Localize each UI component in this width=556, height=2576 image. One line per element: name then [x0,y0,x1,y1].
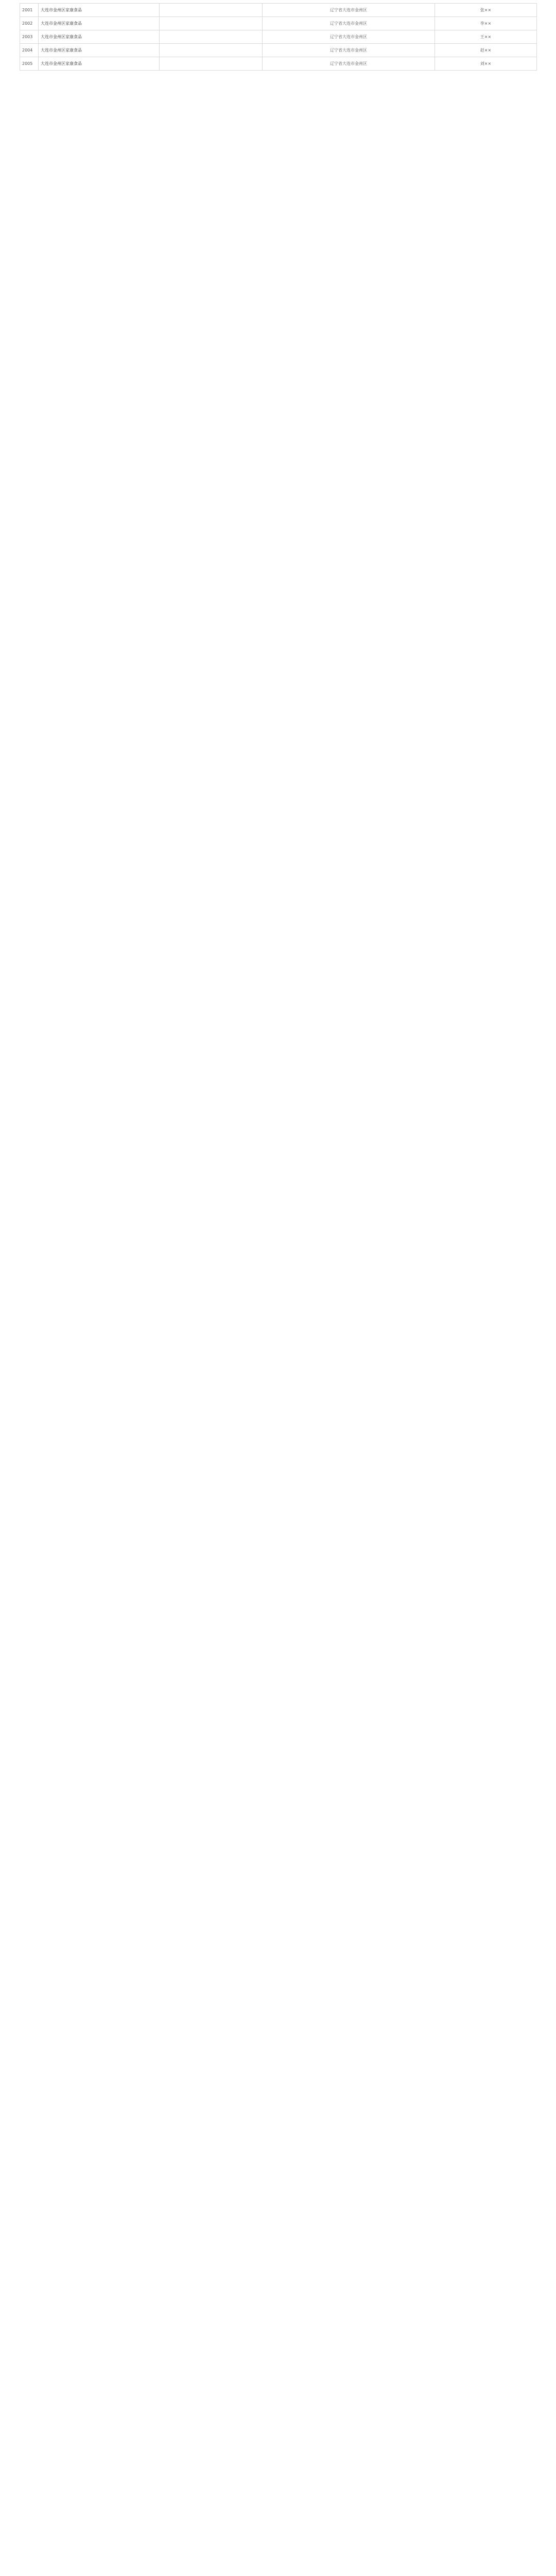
credit-code-cell [160,4,263,17]
legal-person-cell: 王×× [435,30,537,44]
row-index: 2005 [20,57,39,71]
credit-code-cell [160,57,263,71]
legal-person-cell: 刘×× [435,57,537,71]
table-row [20,4,537,17]
company-name-cell: 大连市金州区家康食品 [39,57,160,71]
company-name-cell: 大连市金州区家康食品 [39,17,160,30]
credit-code-cell [160,17,263,30]
row-index: 2004 [20,44,39,57]
legal-person-cell: 赵×× [435,44,537,57]
address-cell: 辽宁省大连市金州区 [263,17,435,30]
table-row [20,17,537,30]
address-cell: 辽宁省大连市金州区 [263,30,435,44]
enterprise-list-table [20,3,537,71]
company-name-cell: 大连市金州区家康食品 [39,44,160,57]
row-index: 2003 [20,30,39,44]
table-row [20,30,537,44]
address-cell: 辽宁省大连市金州区 [263,4,435,17]
legal-person-cell: 李×× [435,17,537,30]
credit-code-cell [160,30,263,44]
row-index: 2001 [20,4,39,17]
table-row [20,57,537,71]
table-row [20,44,537,57]
company-name-cell: 大连市金州区家康食品 [39,30,160,44]
row-index: 2002 [20,17,39,30]
legal-person-cell: 张×× [435,4,537,17]
credit-code-cell [160,44,263,57]
address-cell: 辽宁省大连市金州区 [263,57,435,71]
table-body [20,4,537,71]
company-name-cell: 大连市金州区家康食品 [39,4,160,17]
address-cell: 辽宁省大连市金州区 [263,44,435,57]
